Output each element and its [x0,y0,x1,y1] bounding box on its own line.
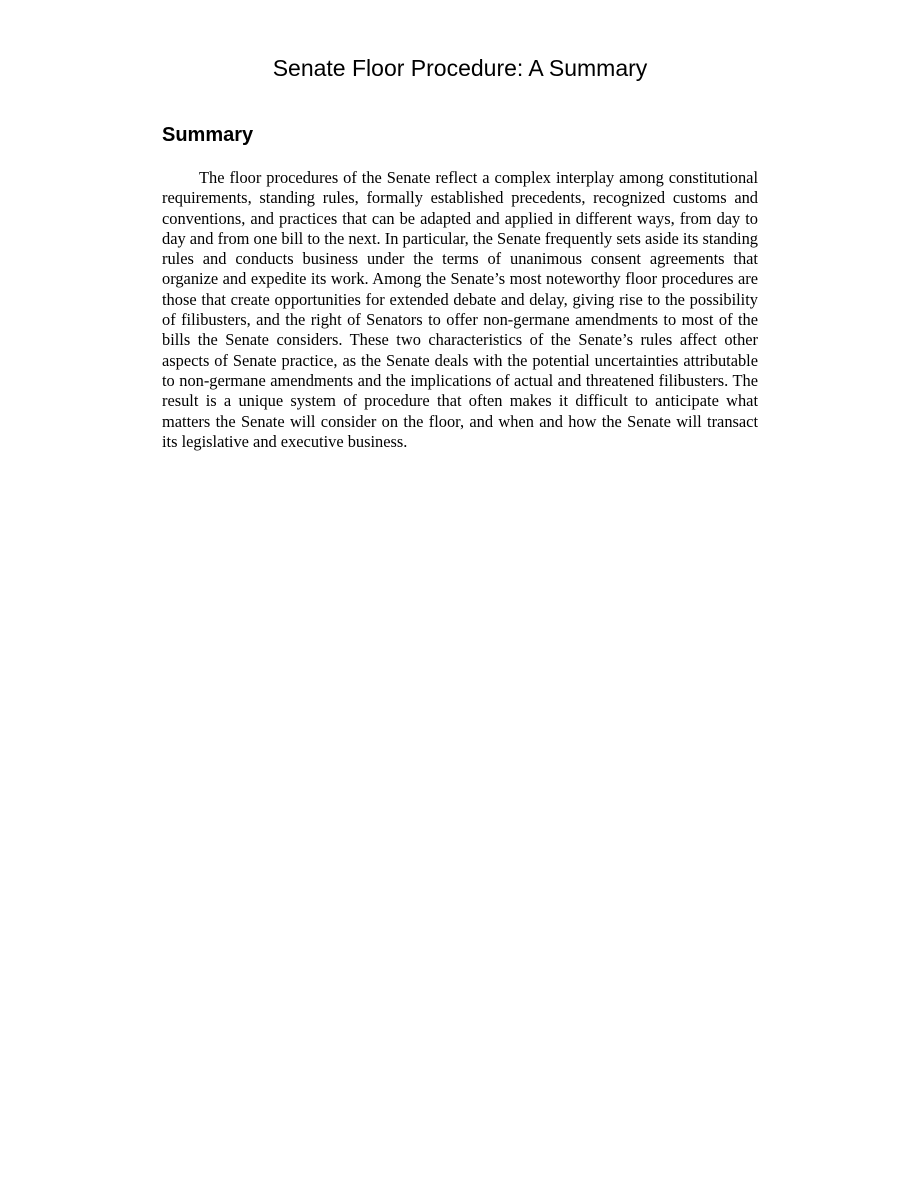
summary-paragraph: The floor procedures of the Senate reflect a complex interplay among constitutional requirements, standing rules, formally established precedents, recognized customs and conventions, and practices that can be adapted and applied in different ways, from day to day and from one bill to the next. In particular, the Senate frequently sets aside its standing rules and conducts business under the terms of unanimous consent agreements that organize and expedite its work. Among the Senate’s most noteworthy floor procedures are those that create opportunities for extended debate and delay, giving rise to the possibility of filibusters, and the right of Senators to offer non-germane amendments to most of the bills the Senate considers. These two characteristics of the Senate’s rules affect other aspects of Senate practice, as the Senate deals with the potential uncertainties attributable to non-germane amendments and the implications of actual and threatened filibusters. The result is a unique system of procedure that often makes it difficult to anticipate what matters the Senate will consider on the floor, and when and how the Senate will transact its legislative and executive business. [162,168,758,451]
section-heading-summary: Summary [162,124,254,146]
document-title: Senate Floor Procedure: A Summary [272,55,648,81]
